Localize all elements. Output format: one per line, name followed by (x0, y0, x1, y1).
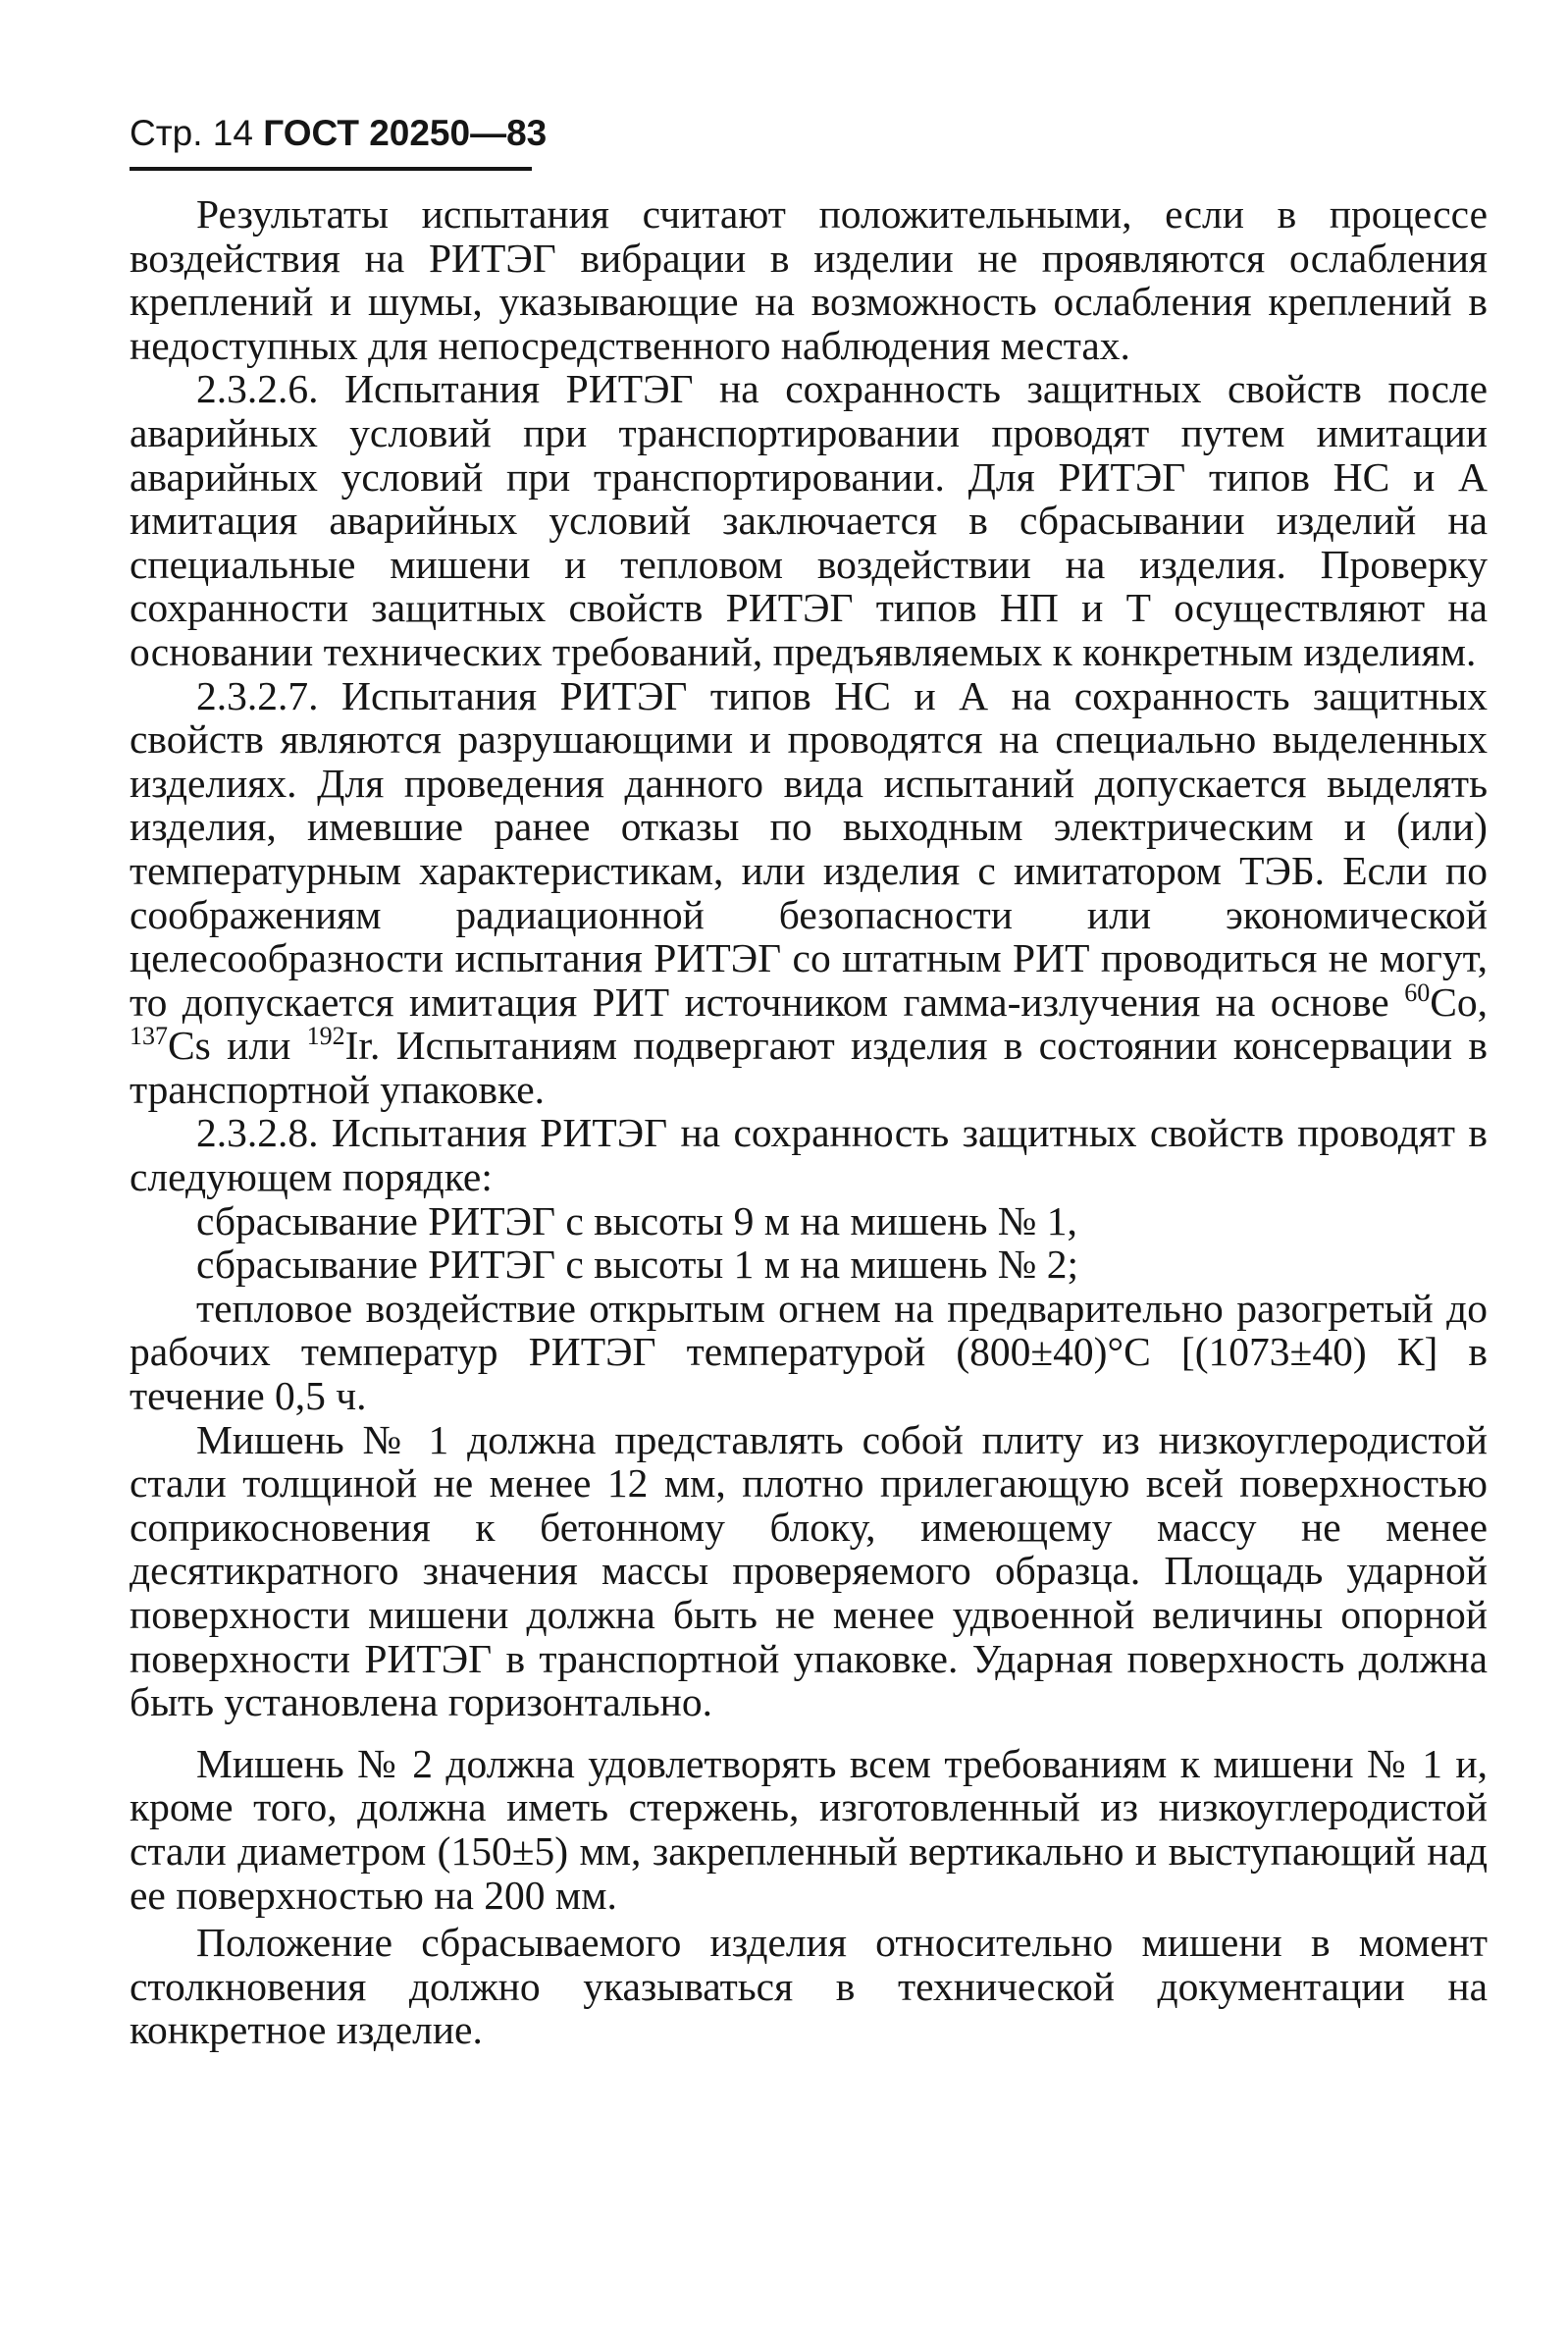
paragraph-2-3-2-7 (130, 674, 1488, 1112)
page-header (130, 110, 548, 157)
paragraph-2-3-2-7-lead: 2.3.2.7. Испытания РИТЭГ типов НС и А на сохранность защитных свойств являются разрушающими и проводятся на специально выделенных изделиях. Для проведения данного вида испытаний допускается выделять изделия, имевшие ранее отказы по выходным электрическим и (или) температурным характеристикам, или изделия с имитатором ТЭБ. Если по соображениям радиационной безопасности или экономической целесообразности испытания РИТЭГ со штатным РИТ проводиться не могут, то допускается имитация РИТ источником гамма-излучения на основе (130, 672, 1488, 1025)
paragraph-2-3-2-8: 2.3.2.8. Испытания РИТЭГ на сохранность защитных свойств проводят в следующем порядке: (130, 1110, 1488, 1200)
list-item-drop-1m: сбрасывание РИТЭГ с высоты 1 м на мишень № 2; (196, 1242, 1079, 1288)
document-body (130, 192, 1488, 2052)
header-rule (130, 167, 532, 171)
isotope-ir-symbol: Ir. (344, 1023, 381, 1069)
isotope-cs-mass: 137 (130, 1022, 168, 1051)
paragraph-target-2: Мишень № 2 должна удовлетворять всем требованиям к мишени № 1 и, кроме того, должна иметь стержень, изготовленный из низкоуглеродистой стали диаметром (150±5) мм, закрепленный вертикально и выступающий над ее поверхностью на 200 мм. (130, 1740, 1488, 1918)
isotope-cs-symbol: Cs или (168, 1023, 291, 1069)
list-item-thermal: тепловое воздействие открытым огнем на предварительно разогретый до рабочих температур РИТЭГ температурой (800±40)°С [(1073±40) К] в течение 0,5 ч. (130, 1285, 1488, 1419)
page-number: Стр. 14 (130, 113, 253, 153)
paragraph-test-results: Результаты испытания считают положительными, если в процессе воздействия на РИТЭГ вибрации в изделии не проявляются ослабления креплений и шумы, указывающие на возможность ослабления креплений в недоступных для непосредственного наблюдения местах. (130, 191, 1488, 368)
list-item-drop-9m: сбрасывание РИТЭГ с высоты 9 м на мишень № 1, (196, 1197, 1077, 1243)
paragraph-2-3-2-6: 2.3.2.6. Испытания РИТЭГ на сохранность защитных свойств после аварийных условий при транспортировании проводят путем имитации аварийных условий при транспортировании. Для РИТЭГ типов НС и А имитация аварийных условий заключается в сбрасывании изделий на специальные мишени и тепловом воздействии на изделия. Проверку сохранности защитных свойств РИТЭГ типов НП и Т осуществляют на основании технических требований, предъявляемых к конкретным изделиям. (130, 366, 1488, 674)
standard-code: ГОСТ 20250—83 (263, 113, 548, 153)
isotope-ir-mass: 192 (306, 1022, 345, 1051)
paragraph-2-3-2-7-tail: Испытаниям подвергают изделия в состоянии консервации в транспортной упаковке. (130, 1023, 1489, 1112)
paragraph-drop-position: Положение сбрасываемого изделия относительно мишени в момент столкновения должно указываться в технической документации на конкретное изделие. (130, 1920, 1488, 2053)
isotope-co-symbol: Co, (1430, 978, 1488, 1025)
paragraph-target-1: Мишень № 1 должна представлять собой плиту из низкоуглеродистой стали толщиной не менее 12 мм, плотно прилегающую всей поверхностью соприкосновения к бетонному блоку, имеющему массу не менее десятикратного значения массы проверяемого образца. Площадь ударной поверхности мишени должна быть не менее удвоенной величины опорной поверхности РИТЭГ в транспортной упаковке. Ударная поверхность должна быть установлена горизонтально. (130, 1416, 1488, 1725)
isotope-co-mass: 60 (1404, 978, 1431, 1007)
